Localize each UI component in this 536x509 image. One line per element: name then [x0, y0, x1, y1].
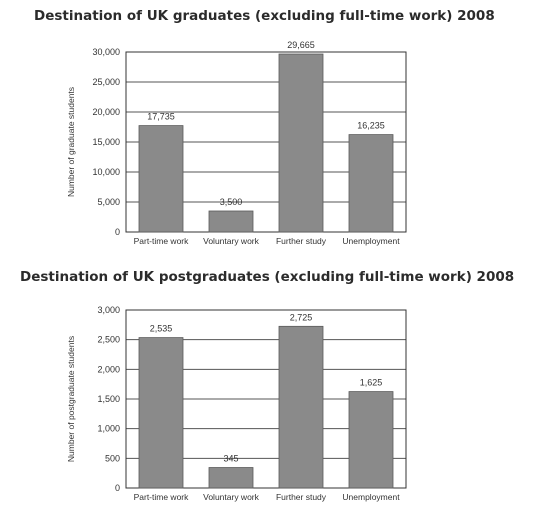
chart-2-ytick-label: 1,500	[97, 394, 120, 404]
chart-1-ytick-label: 10,000	[92, 167, 120, 177]
chart-1-value-label: 3,500	[219, 197, 243, 207]
chart-2-ytick-label: 0	[114, 483, 120, 493]
chart-2-bar	[279, 326, 323, 488]
chart-2-bar	[139, 338, 183, 488]
chart-1-ytick-label: 30,000	[92, 47, 120, 57]
chart-2-category-label: Further study	[275, 492, 327, 502]
chart-1-category-label: Unemployment	[342, 236, 400, 246]
chart-2-y-axis-label: Number of postgraduate students	[66, 335, 76, 463]
chart-1-category-label: Part-time work	[133, 236, 189, 246]
chart-1-value-label: 17,735	[147, 111, 175, 122]
bar-chart-postgraduates	[0, 296, 536, 506]
chart-2-ytick-label: 1,000	[97, 423, 120, 434]
chart-2-category-label: Voluntary work	[203, 492, 259, 502]
bar-chart-graduates	[0, 36, 536, 262]
chart-1-bar	[209, 211, 253, 232]
chart-2-category-label: Unemployment	[342, 492, 400, 502]
chart-2-ytick-label: 2,000	[97, 364, 120, 375]
chart-2-ytick-label: 2,500	[97, 334, 120, 345]
chart-1-ytick-label: 20,000	[92, 107, 120, 117]
chart-2-ytick-label: 3,000	[97, 305, 120, 315]
chart-1-y-axis-label: Number of graduate students	[66, 86, 76, 198]
chart-1-value-label: 29,665	[287, 40, 315, 51]
chart-title-graduates: Destination of UK graduates (excluding full-time work) 2008	[34, 8, 495, 24]
chart-2-bar	[349, 392, 393, 488]
chart-1-category-label: Further study	[275, 236, 327, 246]
chart-1-ytick-label: 25,000	[92, 77, 120, 87]
chart-2-ytick-label: 500	[104, 453, 120, 464]
chart-1-category-label: Voluntary work	[203, 236, 259, 246]
chart-2-value-label: 1,625	[359, 377, 383, 388]
chart-1-ytick-label: 15,000	[92, 137, 120, 147]
chart-2-value-label: 2,535	[149, 323, 173, 334]
chart-2-value-label: 345	[223, 453, 239, 464]
chart-2-category-label: Part-time work	[133, 492, 189, 502]
chart-1-value-label: 16,235	[357, 120, 385, 131]
chart-1-ytick-label: 5,000	[97, 197, 120, 207]
chart-2-value-label: 2,725	[289, 312, 313, 323]
chart-1-bar	[139, 126, 183, 232]
chart-1-ytick-label: 0	[114, 227, 120, 237]
chart-title-postgraduates: Destination of UK postgraduates (excluding full-time work) 2008	[20, 269, 515, 285]
chart-1-bar	[279, 54, 323, 232]
chart-2-bar	[209, 468, 253, 488]
chart-1-bar	[349, 135, 393, 232]
